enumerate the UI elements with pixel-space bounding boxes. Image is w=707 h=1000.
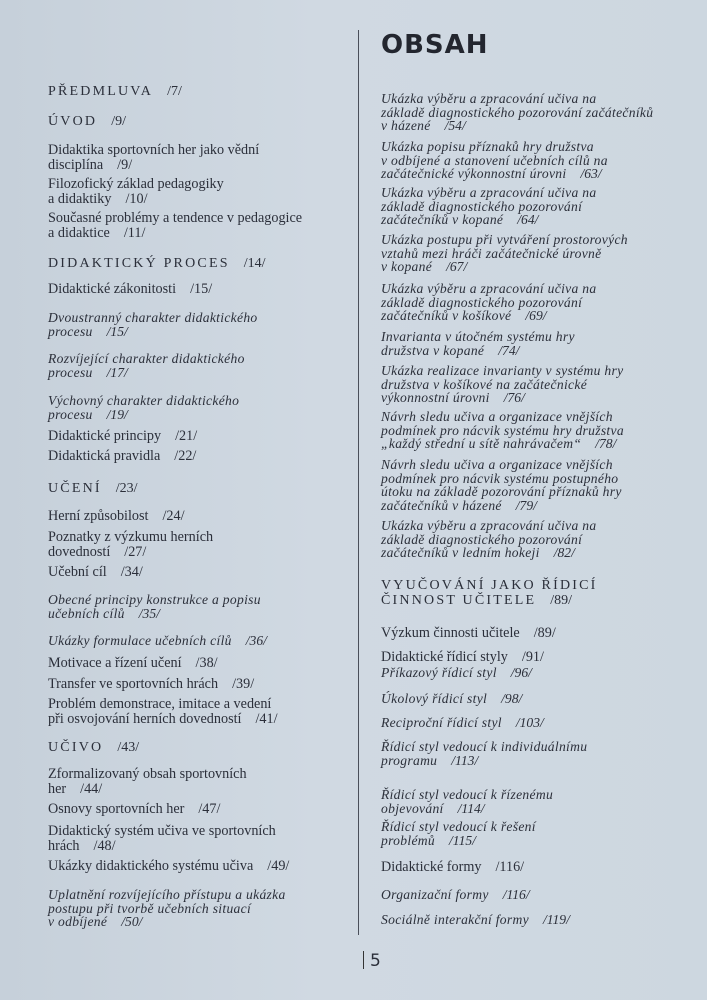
toc-entry [381,740,587,767]
toc-entry-text: Didaktika sportovních her jako vědní [48,142,260,158]
toc-page-ref: /50/ [121,914,143,930]
toc-entry-text: hrách [48,837,80,854]
toc-entry-text: Ukázka popisu příznaků hry družstva [381,139,594,154]
toc-entry-text: vztahů mezi hráči začátečnické úrovně [381,245,602,261]
toc-entry-text: v kopané [381,259,433,275]
toc-entry-text: Invarianta v útočném systému hry [381,329,575,344]
toc-page-ref: /44/ [80,780,103,797]
toc-entry-text: základě diagnostického pozorování začátečníků [381,104,654,120]
toc-entry-text: a didaktiky [48,190,112,207]
toc-entry-text: Učební cíl [48,564,107,580]
toc-entry-text: Ukázka výběru a zpracování učiva na [381,518,597,533]
toc-entry-text: v odbíjené a stanovení učebních cílů na [381,152,608,168]
toc-entry-text: začátečníků v kopané [381,212,504,228]
toc-entry [381,282,596,323]
toc-page-ref: /89/ [550,593,573,608]
toc-section-heading [48,256,265,271]
toc-entry-text: Zformalizovaný obsah sportovních [48,766,247,782]
toc-entry-text: Osnovy sportovních her [48,801,185,817]
toc-entry [48,656,218,671]
toc-entry-text: UČIVO [48,740,104,755]
toc-entry-text: Řídicí styl vedoucí k řešení [381,819,536,834]
toc-entry-text: VYUČOVÁNÍ JAKO ŘÍDICÍ [381,578,598,593]
toc-entry-text: „každý střední u sítě nahrávačem“ [381,436,582,452]
toc-entry [381,458,622,512]
toc-entry-text: základě diagnostického pozorování [381,294,583,310]
toc-entry-text: DIDAKTICKÝ PROCES [48,256,230,271]
toc-entry [381,692,522,706]
toc-entry-text: začátečníků v házené [381,497,502,513]
toc-entry-text: problémů [381,832,436,848]
toc-entry [381,330,575,357]
toc-page-ref: /115/ [449,832,476,848]
toc-entry [381,888,530,902]
toc-entry-text: Výzkum činnosti učitele [381,625,520,641]
page-number-text: 5 [370,951,381,971]
toc-page-ref: /17/ [106,364,128,380]
toc-entry-text: Herní způsobilost [48,508,149,524]
toc-entry-text: ÚVOD [48,114,98,129]
toc-entry-text: procesu [48,364,93,380]
toc-page-ref: /48/ [93,837,116,854]
toc-entry [48,634,267,648]
toc-entry-text: programu [381,752,438,768]
page-title: OBSAH [381,30,489,60]
toc-entry [381,626,556,641]
toc-entry [381,233,628,274]
toc-entry [48,509,185,524]
toc-page-ref: /36/ [245,633,267,648]
toc-page-ref: /21/ [175,428,198,444]
toc-entry-text: Poznatky z výzkumu herních [48,529,214,545]
toc-entry [48,530,213,559]
toc-entry-text: Ukázka postupu při vytváření prostorových [381,232,628,247]
toc-entry-text: Řídicí styl vedoucí k řízenému [381,787,554,802]
toc-entry-text: UČENÍ [48,481,102,496]
toc-entry-text: objevování [381,800,444,816]
toc-entry-text: Úkolový řídicí styl [381,691,488,706]
toc-page-ref: /119/ [542,912,570,927]
toc-page-ref: /11/ [123,224,146,241]
toc-entry-text: Rozvíjející charakter didaktického [48,351,245,366]
toc-page-ref: /74/ [498,342,520,358]
toc-page-ref: /49/ [267,858,290,874]
toc-entry-text: při osvojování herních dovedností [48,710,242,727]
toc-page-ref: /64/ [517,212,539,228]
toc-entry-text: Ukázka výběru a zpracování učiva na [381,185,597,200]
toc-entry [48,697,278,726]
toc-entry-text: Návrh sledu učiva a organizace vnějších [381,409,613,424]
toc-entry-text: Transfer ve sportovních hrách [48,676,219,692]
toc-entry [48,767,247,796]
toc-section-heading [381,578,598,608]
toc-page-ref: /39/ [232,676,255,692]
toc-entry-text: a didaktice [48,224,110,241]
toc-entry-text: Ukázka výběru a zpracování učiva na [381,281,597,296]
toc-page-ref: /23/ [115,481,138,496]
toc-page-ref: /47/ [198,801,221,817]
toc-entry [48,177,224,206]
toc-entry-text: začátečníků v ledním hokeji [381,545,540,561]
toc-entry-text: Řídicí styl vedoucí k individuálnímu [381,739,588,754]
toc-entry [48,859,289,874]
toc-entry [48,565,143,580]
toc-page-ref: /89/ [533,625,556,641]
toc-entry [48,352,245,379]
toc-entry [48,429,197,444]
toc-entry-text: Dvoustranný charakter didaktického [48,310,258,325]
toc-entry-text: her [48,780,67,797]
toc-entry-text: procesu [48,323,93,339]
toc-entry-text: Současné problémy a tendence v pedagogice [48,210,303,226]
toc-entry [48,888,286,929]
toc-entry-text: Didaktické formy [381,859,482,875]
toc-page-ref: /69/ [525,308,547,324]
toc-page-ref: /22/ [174,448,197,464]
toc-page-ref: /19/ [106,406,128,422]
toc-entry-text: útoku na základě pozorování příznaků hry [381,484,622,500]
toc-entry-text: Reciproční řídicí styl [381,715,502,730]
toc-page-ref: /9/ [117,156,133,173]
toc-entry-text: v odbíjené [48,914,108,930]
toc-entry-text: podmínek pro nácvik systému hry družstva [381,422,624,438]
toc-entry [381,92,653,133]
toc-entry-text: disciplína [48,156,104,173]
toc-entry [381,140,608,181]
toc-entry-text: Ukázky formulace učebních cílů [48,633,232,648]
page-number [363,951,381,971]
toc-page-ref: /27/ [124,543,147,560]
toc-entry-text: postupu při tvorbě učebních situací [48,900,252,916]
toc-page-ref: /78/ [595,436,617,452]
toc-entry [381,364,623,405]
toc-entry-text: družstva v kopané [381,342,485,358]
toc-page-ref: /34/ [120,564,143,580]
toc-entry-text: učebních cílů [48,605,125,621]
toc-entry-text: Uplatnění rozvíjejícího přístupu a ukázka [48,887,286,902]
toc-entry-text: Výchovný charakter didaktického [48,393,240,408]
toc-page-ref: /15/ [106,323,128,339]
toc-page-ref: /38/ [195,655,218,671]
toc-entry [48,449,196,464]
toc-page-ref: /7/ [167,84,182,99]
toc-page-ref: /24/ [162,508,185,524]
toc-page-ref: /114/ [457,800,485,816]
toc-page-ref: /116/ [502,887,530,902]
toc-entry [381,913,570,927]
toc-entry-text: začátečníků v košíkové [381,308,512,324]
toc-page-ref: /116/ [495,859,525,875]
toc-page-ref: /54/ [444,118,466,134]
toc-entry [48,394,239,421]
toc-entry-text: procesu [48,406,93,422]
toc-entry-text: Didaktické řídicí styly [381,649,508,665]
toc-entry [381,820,536,847]
toc-entry [48,143,259,172]
toc-entry-text: výkonnostní úrovni [381,390,490,406]
toc-section-heading [48,114,126,129]
toc-entry [381,860,524,875]
toc-entry [381,186,596,227]
toc-entry [381,410,624,451]
toc-entry-text: Didaktická pravidla [48,448,161,464]
toc-page-ref: /76/ [503,390,525,406]
toc-entry-text: Ukázky didaktického systému učiva [48,858,254,874]
toc-entry-text: Obecné principy konstrukce a popisu [48,592,261,607]
toc-entry [381,788,553,815]
toc-page-ref: /98/ [501,691,523,706]
toc-page-ref: /35/ [138,605,160,621]
toc-page-ref: /63/ [580,166,602,182]
toc-entry-text: v házené [381,118,431,134]
toc-page-ref: /9/ [111,114,127,129]
toc-page-ref: /14/ [243,256,266,271]
toc-entry-text: Organizační formy [381,887,489,902]
toc-entry [48,311,258,338]
toc-page-ref: /113/ [451,752,479,768]
toc-page-ref: /41/ [255,710,278,727]
toc-entry-text: PŘEDMLUVA [48,84,154,99]
toc-page-ref: /15/ [190,281,213,297]
toc-entry-text: dovedností [48,543,111,560]
toc-entry-text: Didaktický systém učiva ve sportovních [48,823,276,839]
toc-entry-text: Didaktické zákonitosti [48,281,177,297]
toc-entry [48,677,254,692]
toc-entry-text: Návrh sledu učiva a organizace vnějších [381,457,613,472]
toc-entry-text: začátečnické výkonnostní úrovni [381,166,567,182]
toc-entry-text: ČINNOST UČITELE [381,593,537,608]
toc-entry-text: družstva v košíkové na začátečnické [381,376,588,392]
toc-page-ref: /96/ [510,665,532,680]
toc-entry-text: základě diagnostického pozorování [381,198,583,214]
toc-entry [381,650,544,665]
toc-entry [381,519,596,560]
toc-entry [381,666,532,680]
toc-entry [48,802,220,817]
toc-page-ref: /79/ [515,497,537,513]
toc-page-ref: /82/ [553,545,575,561]
toc-page-ref: /103/ [515,715,544,730]
toc-entry [381,716,544,730]
toc-entry-text: Motivace a řízení učení [48,655,182,671]
toc-page-ref: /10/ [125,190,148,207]
toc-entry-text: Filozofický základ pedagogiky [48,176,224,192]
toc-entry-text: Sociálně interakční formy [381,912,529,927]
toc-entry-text: Problém demonstrace, imitace a vedení [48,696,272,712]
toc-page-ref: /91/ [521,649,544,665]
toc-entry-text: Ukázka realizace invarianty v systému hry [381,363,624,378]
toc-entry [48,593,261,620]
toc-page-ref: /43/ [117,740,140,755]
toc-entry-text: základě diagnostického pozorování [381,531,583,547]
toc-entry [48,211,302,240]
toc-section-heading [48,481,138,496]
column-divider [358,30,359,935]
toc-entry-text: Ukázka výběru a zpracování učiva na [381,91,597,106]
toc-entry [48,824,276,853]
toc-section-heading [48,740,139,755]
toc-entry-text: Didaktické principy [48,428,162,444]
toc-entry-text: podmínek pro nácvik systému postupného [381,470,619,486]
toc-page-ref: /67/ [446,259,468,275]
toc-entry [48,282,212,297]
toc-section-heading [48,84,182,99]
toc-entry-text: Příkazový řídicí styl [381,665,497,680]
page-number-rule [363,951,364,969]
